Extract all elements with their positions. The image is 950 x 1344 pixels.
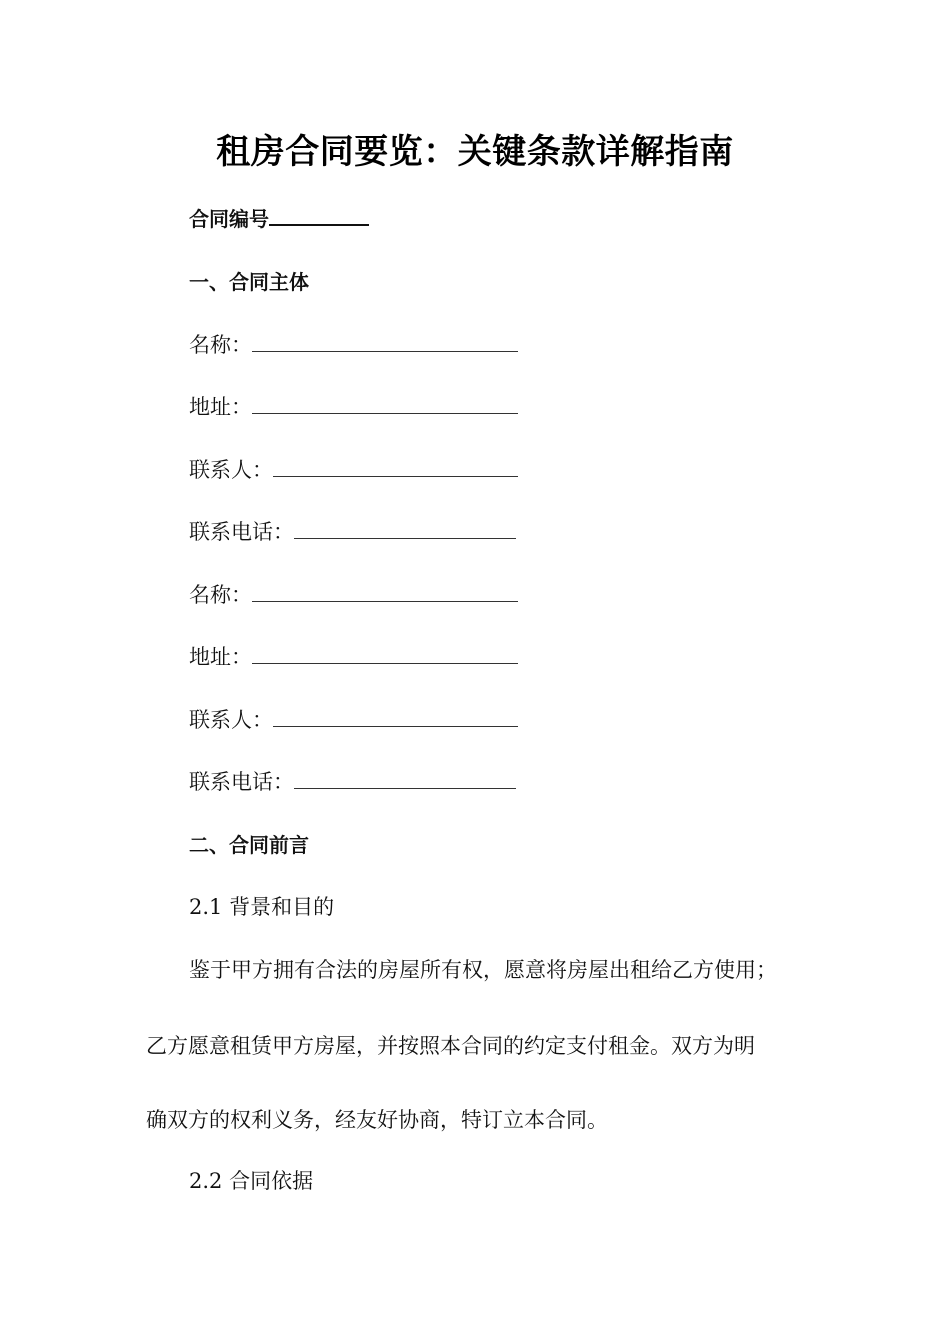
party-b-address-blank[interactable] [252,645,518,664]
party-a-address-row [189,392,518,422]
section-2-heading: 二、合同前言 [189,833,309,857]
party-b-name-row [189,580,518,610]
contract-number-row [189,204,369,234]
party-a-phone-row [189,517,516,547]
paragraph-2-1-line-3: 确双方的权利义务，经友好协商，特订立本合同。 [146,1108,608,1132]
party-a-name-blank[interactable] [252,333,518,352]
party-a-phone-label: 联系电话： [189,520,294,544]
party-a-phone-blank[interactable] [294,520,516,539]
party-a-address-blank[interactable] [252,395,518,414]
party-b-contact-blank[interactable] [273,708,518,727]
party-a-address-label: 地址： [189,395,252,419]
party-b-phone-blank[interactable] [294,770,516,789]
contract-number-label: 合同编号 [189,207,269,231]
subsection-2-2-heading: 2.2 合同依据 [189,1169,314,1193]
paragraph-2-1-line-2: 乙方愿意租赁甲方房屋，并按照本合同的约定支付租金。双方为明 [146,1034,755,1058]
subsection-2-1-heading: 2.1 背景和目的 [189,895,335,919]
party-a-name-label: 名称： [189,333,252,357]
party-b-address-row [189,642,518,672]
party-b-address-label: 地址： [189,645,252,669]
contract-number-blank[interactable] [269,206,369,226]
party-a-contact-row [189,455,518,485]
section-1-heading: 一、合同主体 [189,270,309,294]
party-a-name-row [189,330,518,360]
document-title: 租房合同要览：关键条款详解指南 [216,132,734,172]
party-b-name-label: 名称： [189,583,252,607]
party-b-phone-label: 联系电话： [189,770,294,794]
party-b-name-blank[interactable] [252,583,518,602]
party-a-contact-blank[interactable] [273,458,518,477]
party-a-contact-label: 联系人： [189,458,273,482]
party-b-contact-label: 联系人： [189,708,273,732]
party-b-contact-row [189,705,518,735]
party-b-phone-row [189,767,516,797]
paragraph-2-1-line-1: 鉴于甲方拥有合法的房屋所有权，愿意将房屋出租给乙方使用； [189,958,777,982]
